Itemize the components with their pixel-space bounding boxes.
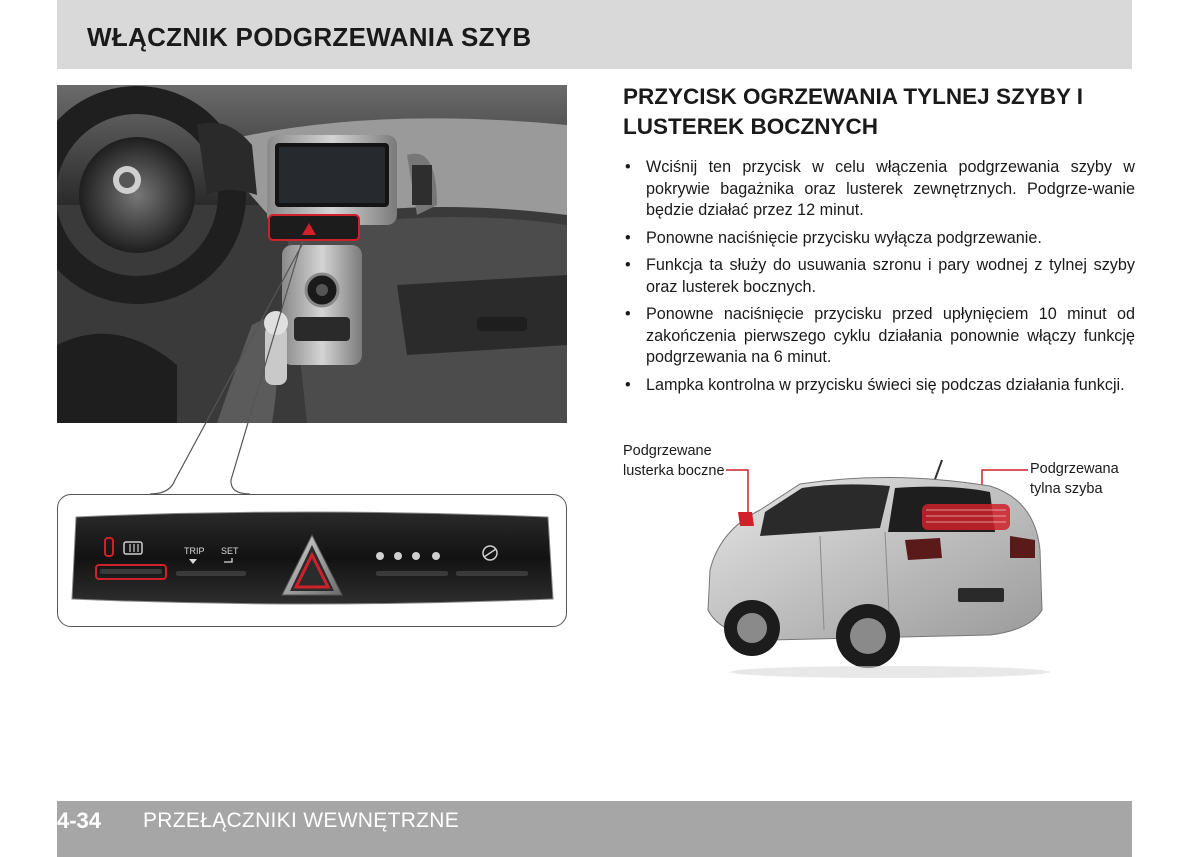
dashboard-illustration — [57, 85, 567, 423]
instruction-list — [623, 157, 1135, 402]
chapter-title: PRZEŁĄCZNIKI WEWNĘTRZNE — [143, 809, 460, 832]
car-illustration — [690, 440, 1050, 680]
footer-bar — [57, 801, 1132, 857]
list-item: • Lampka kontrolna w przycisku świeci się podczas działania funkcji. — [623, 375, 1135, 397]
list-item: • Ponowne naciśnięcie przycisku wyłącza podgrzewanie. — [623, 228, 1135, 250]
page-number: 4-34 — [57, 808, 102, 833]
label-heated-mirrors: Podgrzewane lusterka boczne — [623, 443, 725, 479]
dashboard-photo — [57, 85, 567, 423]
label-heated-rear-window: Podgrzewana tylna szyba — [1030, 461, 1119, 497]
header-bar — [57, 0, 1132, 69]
list-item: • Funkcja ta służy do usuwania szronu i pary wodnej z tylnej szyby oraz lusterek bocznych. — [623, 255, 1135, 298]
switch-panel-closeup — [57, 494, 567, 627]
section-title: PRZYCISK OGRZEWANIA TYLNEJ SZYBY I LUSTEREK BOCZNYCH — [623, 84, 1084, 139]
list-item: • Ponowne naciśnięcie przycisku przed upłynięciem 10 minut od zakończenia pierwszego cyklu działania ponownie włączy funkcję podgrzewania na 6 minut. — [623, 304, 1135, 369]
list-item: • Wciśnij ten przycisk w celu włączenia podgrzewania szyby w pokrywie bagażnika oraz lusterek zewnętrznych. Podgrze-wanie będzie działać przez 12 minut. — [623, 157, 1135, 222]
set-button-label: SET — [221, 546, 239, 556]
switch-panel-illustration — [58, 495, 566, 626]
page-title: WŁĄCZNIK PODGRZEWANIA SZYB — [87, 22, 532, 52]
trip-button-label: TRIP — [184, 546, 205, 556]
